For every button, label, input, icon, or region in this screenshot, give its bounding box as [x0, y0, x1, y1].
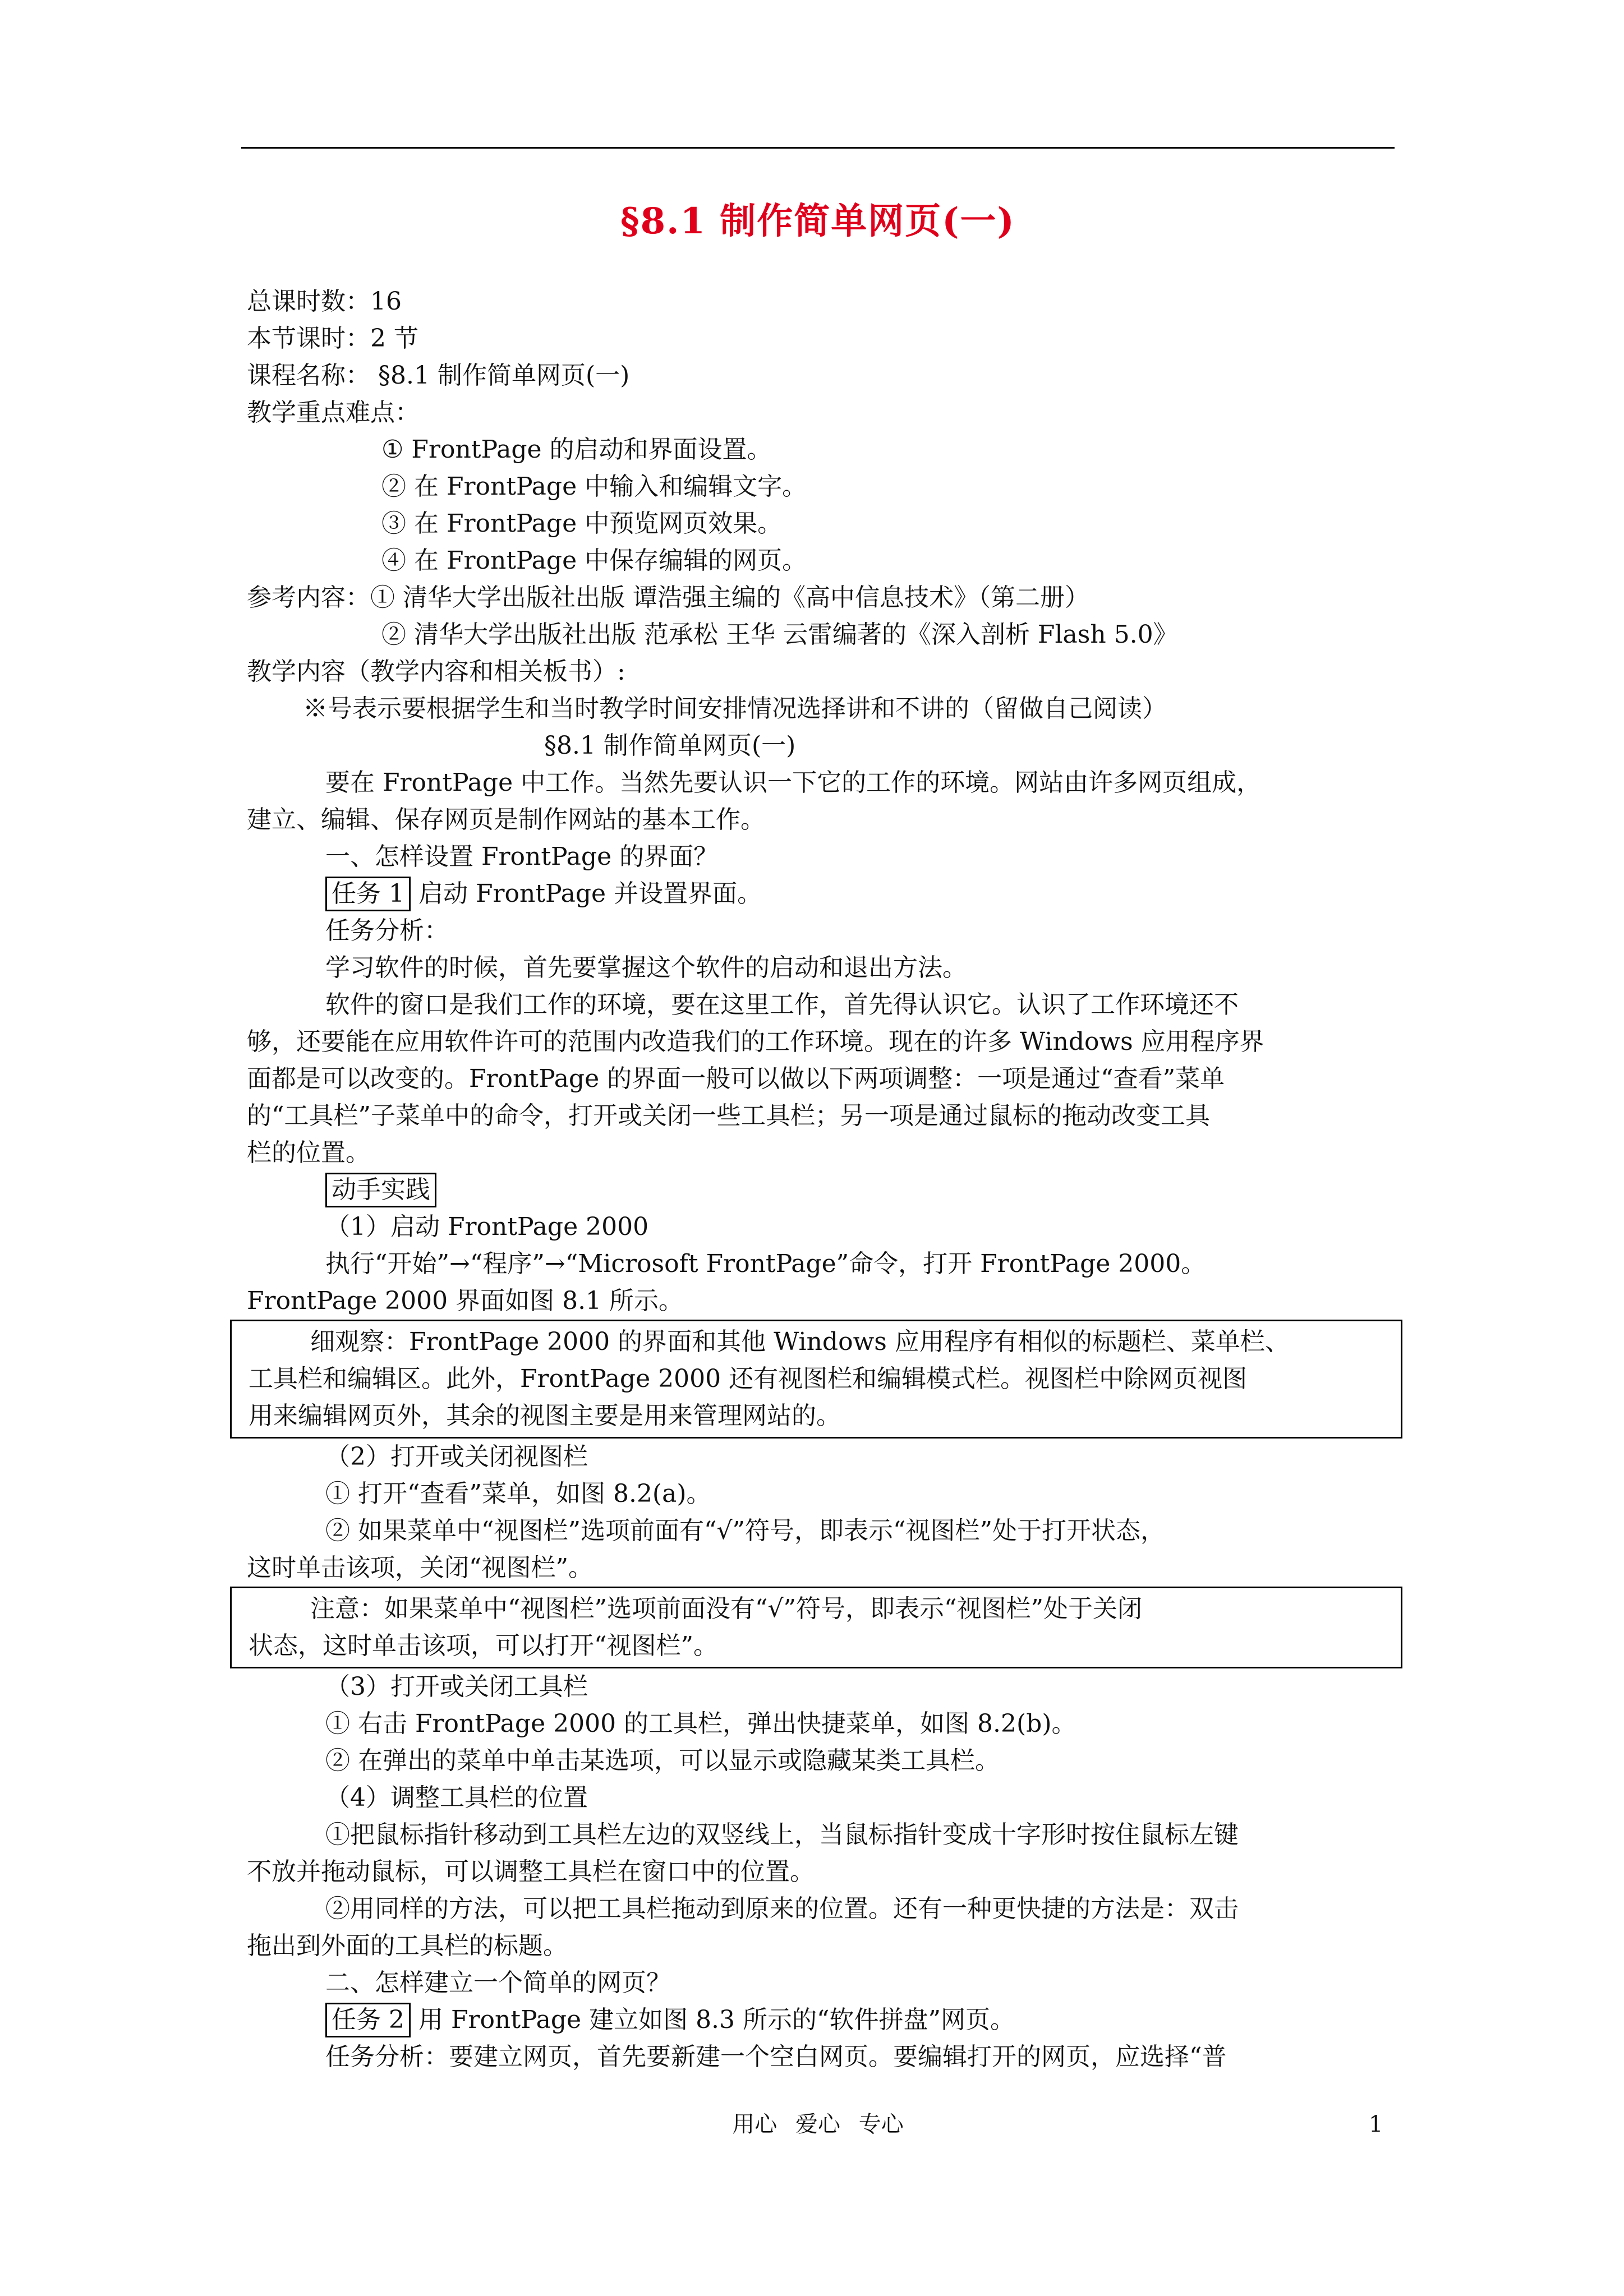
step1-heading: （1）启动 FrontPage 2000 — [325, 1212, 649, 1241]
task2-line — [247, 2002, 1386, 2039]
part1-heading: 一、怎样设置 FrontPage 的界面？ — [325, 842, 719, 871]
task1-text: 启动 FrontPage 并设置界面。 — [410, 879, 762, 908]
observe-line: 用来编辑网页外，其余的视图主要是用来管理网站的。 — [249, 1401, 841, 1430]
analysis-line: 学习软件的时候，首先要掌握这个软件的启动和退出方法。 — [325, 953, 967, 982]
step3-heading: （3）打开或关闭工具栏 — [325, 1672, 588, 1701]
header-rule — [241, 147, 1395, 149]
course-name: 课程名称： §8.1 制作简单网页(一) — [247, 361, 630, 390]
step3-line: ② 在弹出的菜单中单击某选项，可以显示或隐藏某类工具栏。 — [325, 1746, 1000, 1775]
task2-analysis: 任务分析：要建立网页，首先要新建一个空白网页。要编辑打开的网页，应选择“普 — [325, 2043, 1227, 2071]
task2-label: 任务 2 — [325, 2003, 411, 2037]
part2-heading: 二、怎样建立一个简单的网页？ — [325, 1968, 671, 1997]
key-point-item: ③ 在 FrontPage 中预览网页效果。 — [381, 509, 783, 538]
footer-motto: 用心 爱心 专心 — [732, 2111, 904, 2137]
analysis-line: 软件的窗口是我们工作的环境，要在这里工作，首先得认识它。认识了工作环境还不 — [325, 990, 1239, 1019]
attention-line: 状态，这时单击该项，可以打开“视图栏”。 — [249, 1631, 718, 1660]
step4-line: ①把鼠标指针移动到工具栏左边的双竖线上，当鼠标指针变成十字形时按住鼠标左键 — [325, 1820, 1239, 1849]
task-analysis-label: 任务分析： — [325, 916, 449, 945]
practice-label: 动手实践 — [325, 1173, 436, 1207]
step2-line: ② 如果菜单中“视图栏”选项前面有“√”符号，即表示“视图栏”处于打开状态， — [325, 1516, 1165, 1545]
analysis-line: 的“工具栏”子菜单中的命令，打开或关闭一些工具栏；另一项是通过鼠标的拖动改变工具 — [247, 1101, 1210, 1130]
task1-label: 任务 1 — [325, 877, 411, 911]
key-point-item: ② 在 FrontPage 中输入和编辑文字。 — [381, 472, 807, 501]
step1-line: FrontPage 2000 界面如图 8.1 所示。 — [247, 1287, 684, 1315]
task1-line — [247, 875, 1386, 912]
analysis-line: 栏的位置。 — [247, 1138, 370, 1167]
note-mark: ※号表示要根据学生和当时教学时间安排情况选择讲和不讲的（留做自己阅读） — [303, 694, 1167, 723]
section-hours: 本节课时：2 节 — [247, 324, 418, 353]
step4-line: 不放并拖动鼠标，可以调整工具栏在窗口中的位置。 — [247, 1857, 815, 1886]
practice-line — [247, 1172, 1386, 1209]
key-point-item: ① FrontPage 的启动和界面设置。 — [381, 435, 772, 464]
intro-line: 要在 FrontPage 中工作。当然先要认识一下它的工作的环境。网站由许多网页组成， — [325, 768, 1262, 797]
attention-box — [230, 1587, 1402, 1668]
step2-line: ① 打开“查看”菜单，如图 8.2(a)。 — [325, 1479, 711, 1508]
attention-line: 注意：如果菜单中“视图栏”选项前面没有“√”符号，即表示“视图栏”处于关闭 — [310, 1594, 1142, 1623]
step4-heading: （4）调整工具栏的位置 — [325, 1783, 588, 1812]
task2-text: 用 FrontPage 建立如图 8.3 所示的“软件拼盘”网页。 — [410, 2005, 1015, 2034]
step3-line: ① 右击 FrontPage 2000 的工具栏，弹出快捷菜单，如图 8.2(b)。 — [325, 1709, 1076, 1738]
total-hours: 总课时数：16 — [247, 287, 402, 316]
analysis-line: 够，还要能在应用软件许可的范围内改造我们的工作环境。现在的许多 Windows 应用程序界 — [247, 1027, 1264, 1056]
page-title: §8.1 制作简单网页(一) — [620, 200, 1015, 242]
step4-line: 拖出到外面的工具栏的标题。 — [247, 1931, 568, 1960]
step2-heading: （2）打开或关闭视图栏 — [325, 1442, 588, 1471]
step4-line: ②用同样的方法，可以把工具栏拖动到原来的位置。还有一种更快捷的方法是：双击 — [325, 1894, 1239, 1923]
key-points-label: 教学重点难点： — [247, 398, 420, 427]
observe-line: 工具栏和编辑区。此外，FrontPage 2000 还有视图栏和编辑模式栏。视图栏中除网页视图 — [249, 1364, 1248, 1393]
document-body — [247, 283, 1386, 2076]
intro-line: 建立、编辑、保存网页是制作网站的基本工作。 — [247, 805, 765, 834]
reference-1: 参考内容：① 清华大学出版社出版 谭浩强主编的《高中信息技术》（第二册） — [247, 583, 1089, 612]
key-point-item: ④ 在 FrontPage 中保存编辑的网页。 — [381, 546, 807, 575]
teaching-content-label: 教学内容（教学内容和相关板书）: — [247, 657, 625, 686]
analysis-line: 面都是可以改变的。FrontPage 的界面一般可以做以下两项调整：一项是通过“查看”菜单 — [247, 1064, 1225, 1093]
reference-2: ② 清华大学出版社出版 范承松 王华 云雷编著的《深入剖析 Flash 5.0》 — [381, 620, 1178, 649]
observe-line: 细观察：FrontPage 2000 的界面和其他 Windows 应用程序有相似的标题栏、菜单栏、 — [310, 1327, 1290, 1356]
section-heading: §8.1 制作简单网页(一) — [544, 731, 796, 760]
observe-box — [230, 1320, 1402, 1439]
step1-line: 执行“开始”→“程序”→“Microsoft FrontPage”命令，打开 FrontPage 2000。 — [325, 1250, 1206, 1278]
page-number: 1 — [1369, 2111, 1383, 2137]
step2-line: 这时单击该项，关闭“视图栏”。 — [247, 1553, 593, 1582]
